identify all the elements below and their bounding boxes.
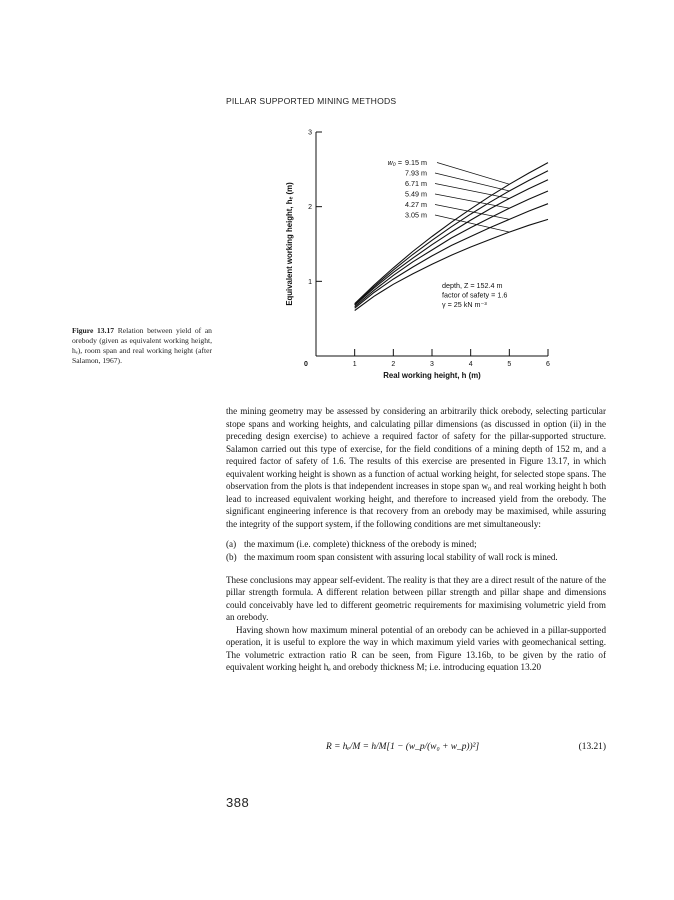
list-item-label: (a) xyxy=(226,539,237,550)
x-tick-label: 1 xyxy=(352,361,357,368)
legend-leader-line xyxy=(435,173,509,191)
list-item xyxy=(226,551,606,564)
figure-13-17-chart xyxy=(270,128,610,390)
chart-legend xyxy=(388,158,510,232)
y-tick-label: 2 xyxy=(308,204,312,212)
y-axis-label: Equivalent working height, hₑ (m) xyxy=(285,182,294,306)
paragraph-1: the mining geometry may be assessed by considering an arbitrarily thick orebody, selecting particular stope spans and working heights, and calculating pillar dimensions (as discussed in option (ii) in the preceding design exercise) to achieve a required factor of safety for the pillar-supported structure. Salamon carried out this type of exercise, for the field conditions of a mining depth of 152 m, and a required factor of safety of 1.6. The results of this exercise are presented in Figure 13.17, in which equivalent working height is shown as a function of actual working height, for selected stope spans. The observation from the plots is that independent increases in stope span w₀ and real working height h both lead to increased equivalent working height, and therefore to increased yield from the orebody. The significant engineering inference is that recovery from an orebody may be maximised, while assuring the integrity of the support system, if the following conditions are met simultaneously: xyxy=(226,406,606,529)
x-tick-label: 6 xyxy=(546,361,550,368)
body-text xyxy=(226,405,606,674)
legend-label: 9.15 m xyxy=(405,158,427,167)
running-head: PILLAR SUPPORTED MINING METHODS xyxy=(226,96,397,106)
x-tick-label: 5 xyxy=(507,361,512,368)
figure-caption xyxy=(72,326,212,366)
paragraph-2: These conclusions may appear self-evident. The reality is that they are a direct result of the nature of the pillar strength formula. A different relation between pillar strength and pillar shape and dimensions could conceivably have led to different geometric requirements for maximising volumetric yield from an orebody. xyxy=(226,574,606,623)
y-tick-label: 3 xyxy=(308,129,312,137)
page-number: 388 xyxy=(226,795,250,810)
figure-caption-text: Relation between yield of an orebody (given as equivalent working height, hₑ), room span and real working height (after Salamon, 1967). xyxy=(72,326,212,365)
conditions-list xyxy=(226,538,606,563)
x-tick-label: 0 xyxy=(304,361,308,368)
legend-leader-line xyxy=(437,163,509,185)
legend-label: 6.71 m xyxy=(405,179,427,188)
list-item xyxy=(226,538,606,551)
chart-annotation: depth, Z = 152.4 m xyxy=(442,281,503,290)
legend-label: 5.49 m xyxy=(405,189,427,199)
legend-leader-line xyxy=(435,205,509,220)
legend-label: 3.05 m xyxy=(405,210,427,220)
legend-label: 7.93 m xyxy=(405,168,427,178)
equation-text: R = hₑ/M = h/M[1 − (w_p/(w₀ + w_p))²] xyxy=(326,742,480,752)
legend-label: 4.27 m xyxy=(405,200,427,209)
x-tick-label: 4 xyxy=(468,361,473,368)
list-item-text: the maximum (i.e. complete) thickness of the orebody is mined; xyxy=(244,539,477,550)
chart-annotation: γ = 25 kN m⁻³ xyxy=(442,300,487,309)
chart-annotation: factor of safety = 1.6 xyxy=(442,290,508,300)
x-tick-label: 3 xyxy=(430,361,434,368)
legend-prefix: w₀ = xyxy=(387,158,402,167)
paragraph-3: Having shown how maximum mineral potential of an orebody can be achieved in a pillar-supported operation, it is useful to explore the way in which maximum yield varies with geomechanical setting. The volumetric extraction ratio R can be seen, from Figure 13.16b, to be given by the ratio of equivalent working height hₑ and orebody thickness M; i.e. introducing equation 13.20 xyxy=(226,624,606,673)
equation-number: (13.21) xyxy=(578,742,606,752)
x-tick-label: 2 xyxy=(391,361,396,368)
x-axis-label: Real working height, h (m) xyxy=(383,371,481,380)
list-item-text: the maximum room span consistent with assuring local stability of wall rock is mined. xyxy=(244,552,558,563)
list-item-label: (b) xyxy=(226,552,237,563)
figure-label: Figure 13.17 xyxy=(72,326,115,335)
y-tick-label: 1 xyxy=(308,278,312,286)
